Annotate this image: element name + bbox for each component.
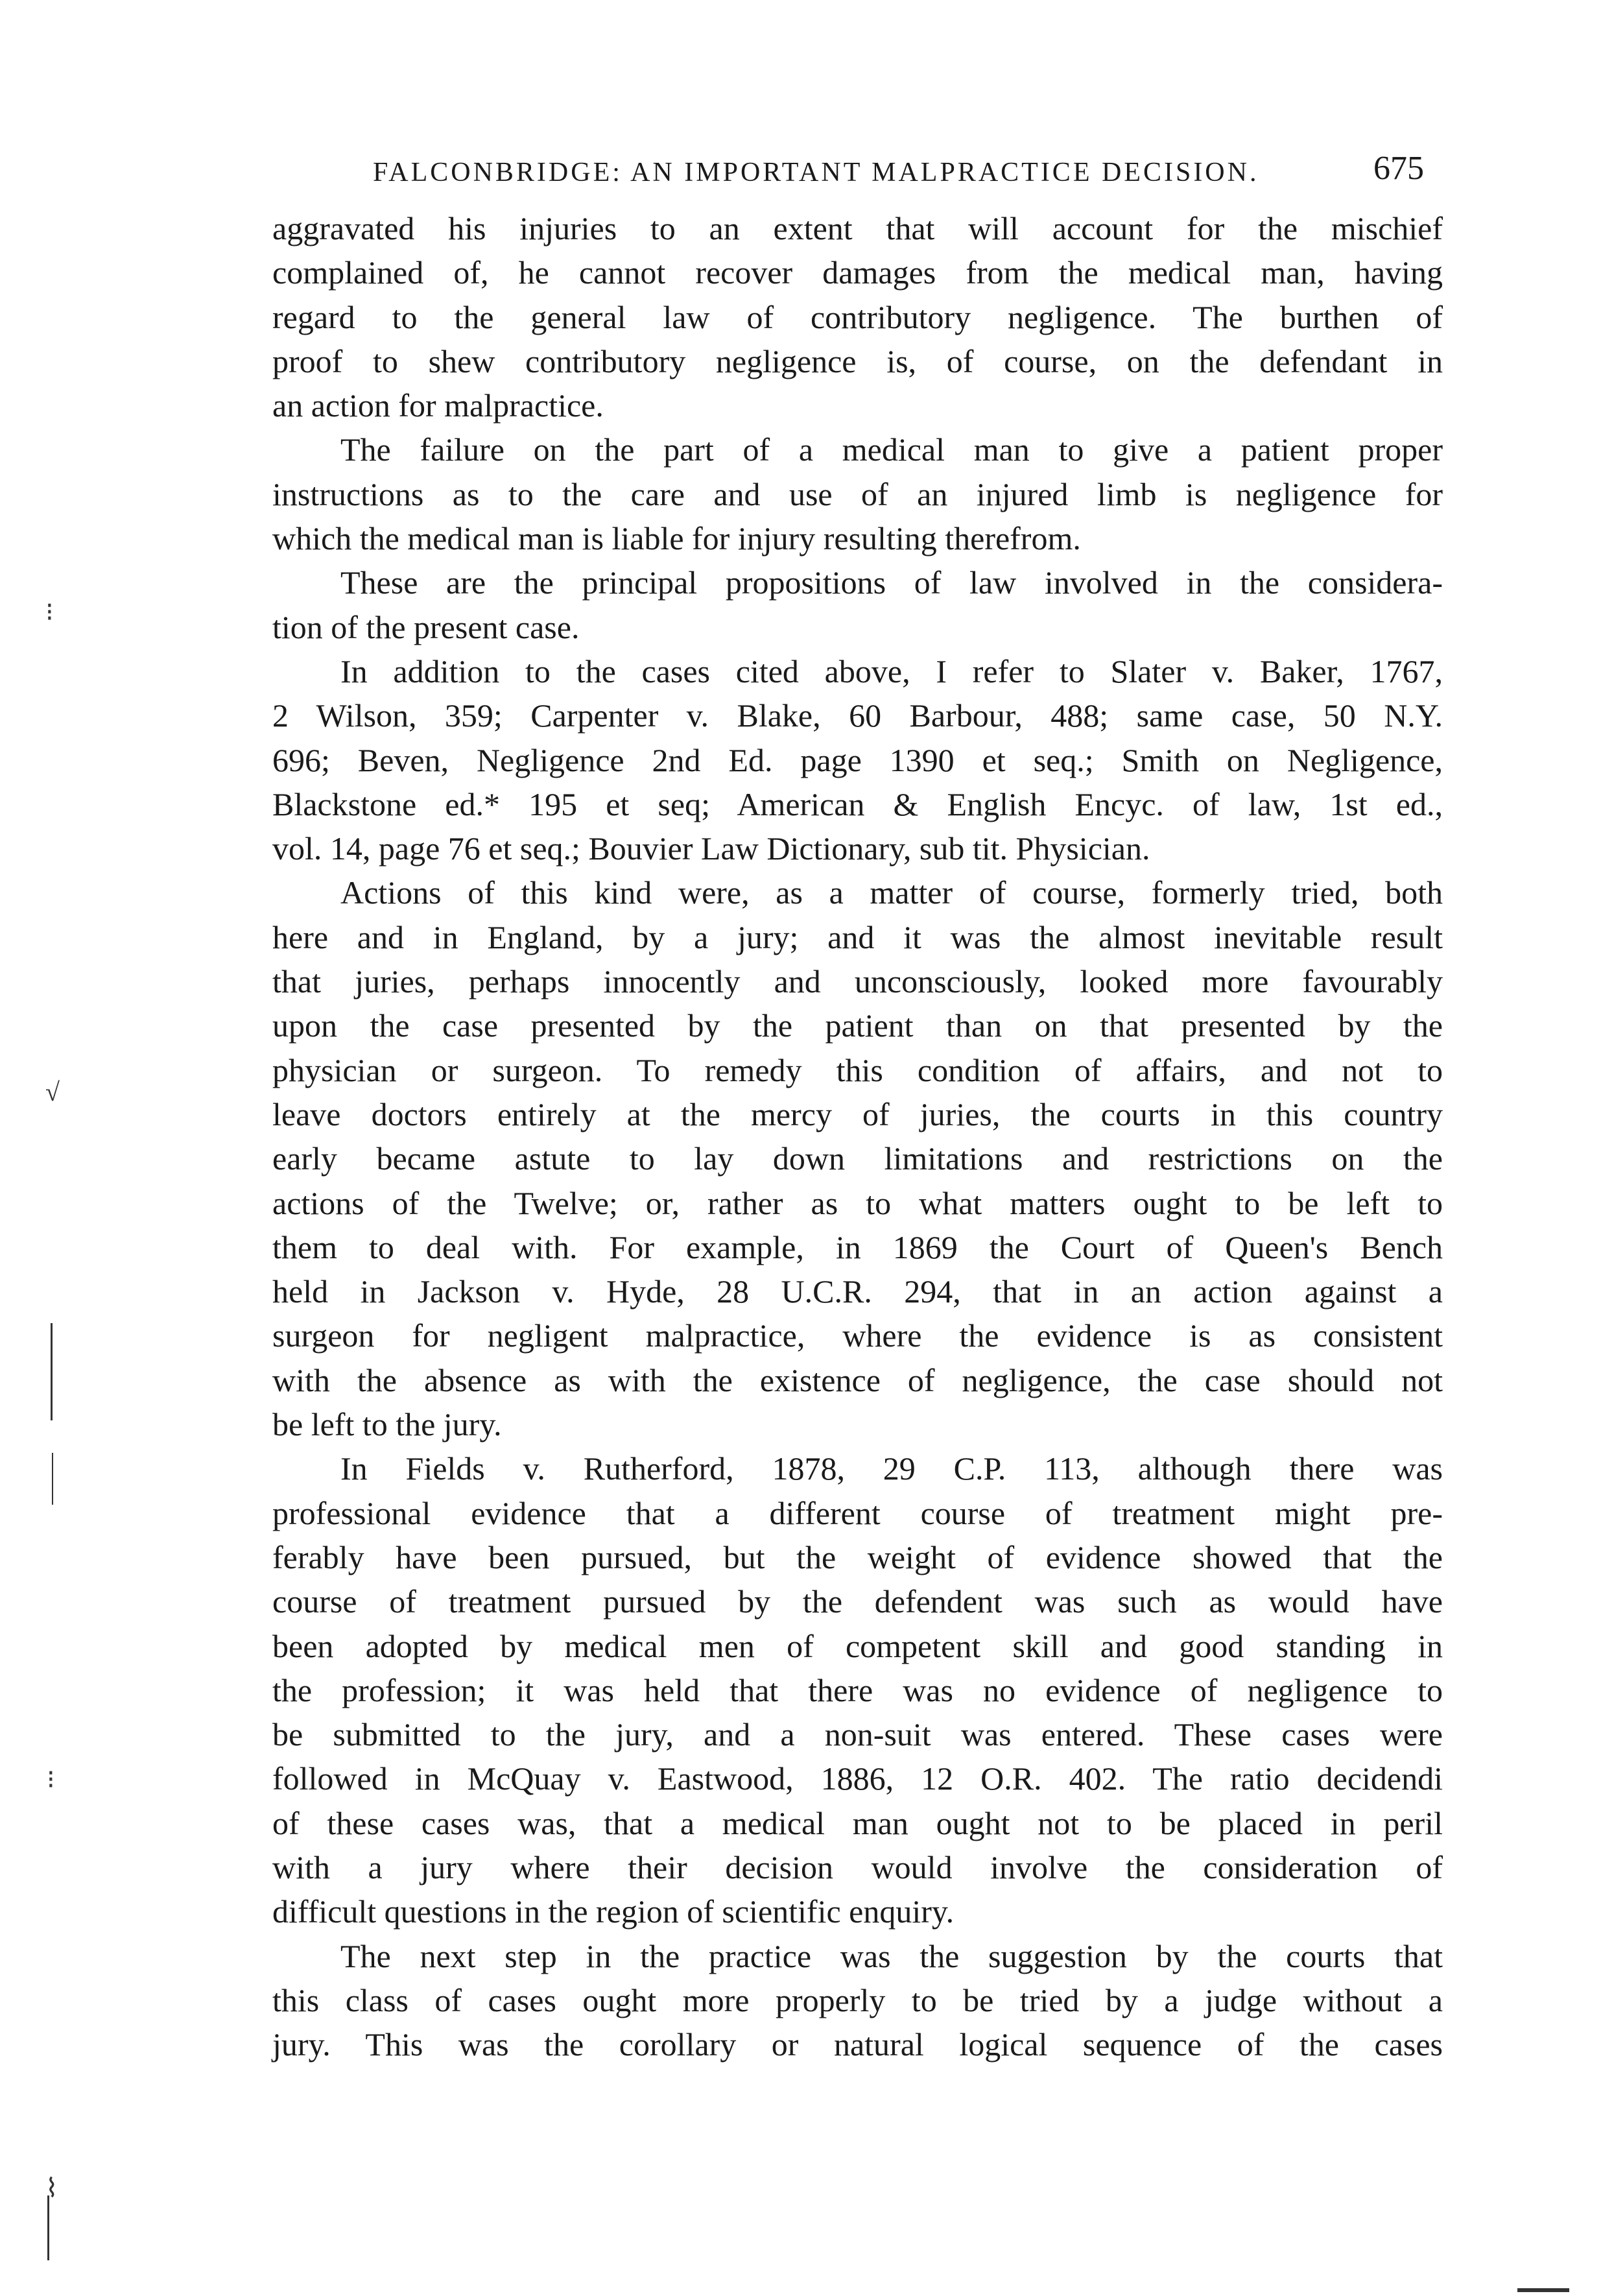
scan-mark bbox=[47, 2195, 49, 2260]
text-line: 696; Beven, Negligence 2nd Ed. page 1390 et seq.; Smith on Negligence, bbox=[272, 741, 1443, 778]
text-line: that juries, perhaps innocently and unconsciously, looked more favourably bbox=[272, 963, 1443, 1000]
scan-mark bbox=[52, 1453, 53, 1505]
text-line: be submitted to the jury, and a non-suit was entered. These cases were bbox=[272, 1716, 1443, 1753]
page-header bbox=[0, 149, 1614, 195]
scan-speck: ⁝ bbox=[47, 1765, 55, 1794]
text-line: instructions as to the care and use of an injured limb is negligence for bbox=[272, 475, 1443, 512]
text-line: with the absence as with the existence of negligence, the case should not bbox=[272, 1361, 1443, 1398]
text-line: The failure on the part of a medical man to give a patient proper bbox=[340, 431, 1443, 468]
text-line: leave doctors entirely at the mercy of juries, the courts in this country bbox=[272, 1095, 1443, 1132]
text-line: Actions of this kind were, as a matter of course, formerly tried, both bbox=[340, 874, 1443, 911]
text-line: followed in McQuay v. Eastwood, 1886, 12 O.R. 402. The ratio decidendi bbox=[272, 1760, 1443, 1797]
text-line: be left to the jury. bbox=[272, 1406, 502, 1443]
text-line: which the medical man is liable for injury resulting therefrom. bbox=[272, 520, 1081, 557]
scan-speck: √ bbox=[45, 1077, 60, 1106]
text-line: In addition to the cases cited above, I refer to Slater v. Baker, 1767, bbox=[340, 652, 1443, 689]
text-line: tion of the present case. bbox=[272, 608, 580, 645]
text-line: aggravated his injuries to an extent that will account for the mischief bbox=[272, 210, 1443, 246]
text-line: been adopted by medical men of competent skill and good standing in bbox=[272, 1627, 1443, 1664]
text-line: Blackstone ed.* 195 et seq; American & English Encyc. of law, 1st ed., bbox=[272, 785, 1443, 822]
text-line: here and in England, by a jury; and it was the almost inevitable result bbox=[272, 918, 1443, 955]
body-text bbox=[272, 206, 1443, 2066]
scan-mark bbox=[51, 1323, 53, 1420]
text-line: this class of cases ought more properly to be tried by a judge without a bbox=[272, 1981, 1443, 2018]
text-line: physician or surgeon. To remedy this condition of affairs, and not to bbox=[272, 1051, 1443, 1088]
text-line: difficult questions in the region of scientific enquiry. bbox=[272, 1893, 955, 1930]
text-line: an action for malpractice. bbox=[272, 387, 604, 424]
page-number: 675 bbox=[1373, 150, 1424, 187]
text-line: with a jury where their decision would involve the consideration of bbox=[272, 1848, 1443, 1885]
text-line: 2 Wilson, 359; Carpenter v. Blake, 60 Barbour, 488; same case, 50 N.Y. bbox=[272, 697, 1443, 734]
text-line: regard to the general law of contributory negligence. The burthen of bbox=[272, 298, 1443, 335]
text-line: early became astute to lay down limitations and restrictions on the bbox=[272, 1140, 1443, 1177]
scan-mark bbox=[1517, 2288, 1569, 2292]
text-line: The next step in the practice was the suggestion by the courts that bbox=[340, 1937, 1443, 1974]
text-line: ferably have been pursued, but the weight of evidence showed that the bbox=[272, 1538, 1443, 1575]
text-line: complained of, he cannot recover damages from the medical man, having bbox=[272, 254, 1443, 291]
text-line: held in Jackson v. Hyde, 28 U.C.R. 294, that in an action against a bbox=[272, 1273, 1443, 1310]
text-line: of these cases was, that a medical man ought not to be placed in peril bbox=[272, 1804, 1443, 1841]
text-line: upon the case presented by the patient than on that presented by the bbox=[272, 1007, 1443, 1044]
text-line: vol. 14, page 76 et seq.; Bouvier Law Dictionary, sub tit. Physician. bbox=[272, 830, 1150, 867]
text-line: surgeon for negligent malpractice, where the evidence is as consistent bbox=[272, 1317, 1443, 1354]
running-head: FALCONBRIDGE: AN IMPORTANT MALPRACTICE DECISION. bbox=[373, 158, 1259, 187]
text-line: actions of the Twelve; or, rather as to what matters ought to be left to bbox=[272, 1184, 1443, 1221]
text-line: them to deal with. For example, in 1869 the Court of Queen's Bench bbox=[272, 1228, 1443, 1265]
text-line: These are the principal propositions of law involved in the considera- bbox=[340, 564, 1443, 601]
scan-speck: ⌇ bbox=[45, 2173, 58, 2203]
text-line: proof to shew contributory negligence is, of course, on the defendant in bbox=[272, 342, 1443, 379]
text-line: the profession; it was held that there was no evidence of negligence to bbox=[272, 1671, 1443, 1708]
text-line: jury. This was the corollary or natural logical sequence of the cases bbox=[272, 2026, 1443, 2063]
text-line: professional evidence that a different course of treatment might pre- bbox=[272, 1494, 1443, 1531]
text-line: In Fields v. Rutherford, 1878, 29 C.P. 113, although there was bbox=[340, 1450, 1443, 1487]
scan-speck: ⁝ bbox=[45, 597, 54, 627]
text-line: course of treatment pursued by the defendent was such as would have bbox=[272, 1583, 1443, 1620]
